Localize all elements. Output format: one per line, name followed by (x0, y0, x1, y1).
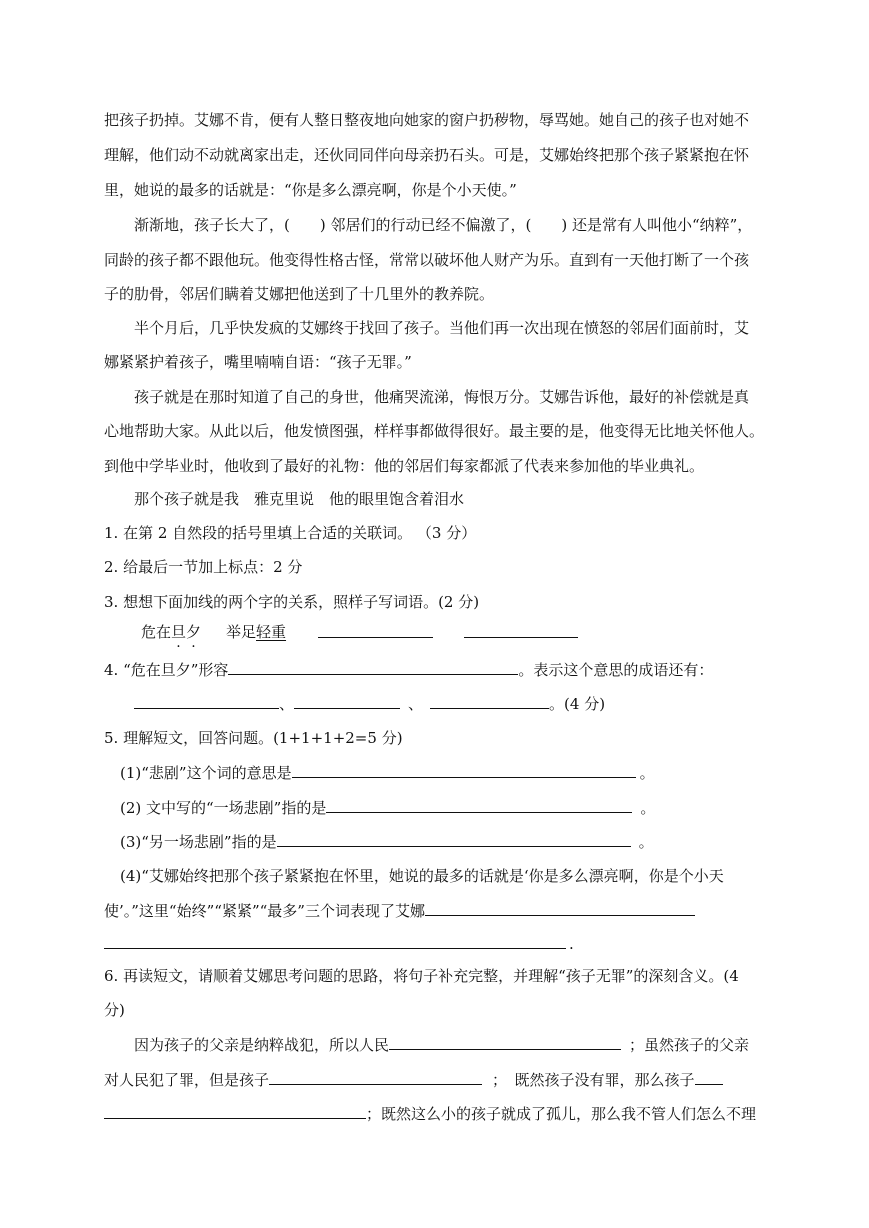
question-3: 3. 想想下面加线的两个字的关系，照样子写词语。(2 分) (104, 593, 480, 611)
q5-4-line-2: 使’。”这里“始终”“紧紧”“最多”三个词表现了艾娜 (104, 900, 695, 921)
q3-answer-blank-1[interactable] (318, 622, 433, 643)
passage-line: 心地帮助大家。从此以后，他发愤图强，样样事都做得很好。最主要的是，他变得无比地关怀他人。 (104, 422, 765, 440)
q4-idiom-blanks: 、 、 。(4 分) (134, 693, 605, 714)
passage-line-unpunctuated: 那个孩子就是我 雅克里说 他的眼里饱含着泪水 (134, 490, 465, 508)
passage-line: 子的肋骨，邻居们瞒着艾娜把他送到了十几里外的教养院。 (104, 285, 495, 303)
q6-answer-blank-1[interactable] (389, 1034, 621, 1050)
passage-line: 同龄的孩子都不跟他玩。他变得性格古怪，常常以破坏他人财产为乐。直到有一天他打断了一个孩 (104, 251, 750, 269)
passage-line: 理解，他们动不动就离家出走，还伙同同伴向母亲扔石头。可是，艾娜始终把那个孩子紧紧抱在怀 (104, 146, 750, 164)
q6-sentence-1: 因为孩子的父亲是纳粹战犯，所以人民 ；虽然孩子的父亲 (134, 1036, 750, 1054)
q4-idiom-blank-1[interactable] (134, 693, 279, 709)
question-2: 2. 给最后一节加上标点：2 分 (104, 558, 303, 576)
question-6: 6. 再读短文，请顺着艾娜思考问题的思路，将句子补充完整，并理解“孩子无罪”的深刻含义。(4 (104, 967, 739, 985)
q5-4-line-3: . (104, 933, 574, 954)
passage-line: 孩子就是在那时知道了自己的身世，他痛哭流涕，悔恨万分。艾娜告诉他，最好的补偿就是真 (134, 388, 750, 406)
q5-2-answer-blank[interactable] (326, 797, 632, 813)
passage-line: 里，她说的最多的话就是：“你是多么漂亮啊，你是个小天使。” (104, 181, 517, 199)
question-6-cont: 分) (104, 1001, 125, 1019)
q6-answer-blank-3[interactable] (695, 1069, 723, 1085)
passage-line: 渐渐地，孩子长大了，( ) 邻居们的行动已经不偏激了，( ) 还是常有人叫他小“纳粹”， (134, 216, 753, 234)
q5-4-answer-blank-2[interactable] (104, 933, 566, 949)
q5-3-answer-blank[interactable] (277, 831, 631, 847)
passage-line: 到他中学毕业时，他收到了最好的礼物：他的邻居们每家都派了代表来参加他的毕业典礼。 (104, 457, 705, 475)
q5-1-answer-blank[interactable] (292, 762, 636, 778)
q5-4-answer-blank[interactable] (425, 900, 695, 916)
q5-3: (3)“另一场悲剧”指的是 。 (120, 833, 654, 851)
q5-4-line-1: (4)“艾娜始终把那个孩子紧紧抱在怀里，她说的最多的话就是‘你是多么漂亮啊，你是个小天 (120, 867, 724, 885)
q4-idiom-blank-2[interactable] (294, 693, 400, 709)
q3-example-2: 举足轻重 (226, 623, 287, 641)
q3-example-1: 危在旦夕 (141, 623, 202, 641)
question-5: 5. 理解短文，回答问题。(1+1+1+2=5 分) (104, 729, 403, 747)
q5-1: (1)“悲剧”这个词的意思是 。 (120, 764, 655, 782)
dotted-char: 旦 (171, 623, 187, 641)
q4-idiom-blank-3[interactable] (430, 693, 549, 709)
q6-answer-blank-3-cont[interactable] (104, 1103, 366, 1119)
q4-answer-blank[interactable] (228, 659, 518, 675)
q6-answer-blank-2[interactable] (269, 1069, 482, 1085)
q6-sentence-2: 对人民犯了罪，但是孩子 ； 既然孩子没有罪，那么孩子 (104, 1069, 723, 1090)
dotted-char: 夕 (186, 623, 202, 641)
question-4: 4. “危在旦夕”形容 。表示这个意思的成语还有： (104, 661, 714, 679)
passage-line: 把孩子扔掉。艾娜不肯，便有人整日整夜地向她家的窗户扔秽物，辱骂她。她自己的孩子也对她不 (104, 111, 750, 129)
underlined-chars: 轻重 (256, 623, 287, 641)
passage-line: 娜紧紧护着孩子，嘴里喃喃自语：“孩子无罪。” (104, 353, 412, 371)
passage-line: 半个月后，几乎快发疯的艾娜终于找回了孩子。当他们再一次出现在愤怒的邻居们面前时，艾 (134, 319, 750, 337)
q6-sentence-3: ；既然这么小的孩子就成了孤儿，那么我不管人们怎么不理 (104, 1103, 756, 1124)
question-1: 1. 在第 2 自然段的括号里填上合适的关联词。 （3 分） (104, 524, 477, 542)
q5-2: (2) 文中写的“一场悲剧”指的是 。 (120, 799, 656, 817)
q3-answer-blank-2[interactable] (464, 622, 578, 643)
